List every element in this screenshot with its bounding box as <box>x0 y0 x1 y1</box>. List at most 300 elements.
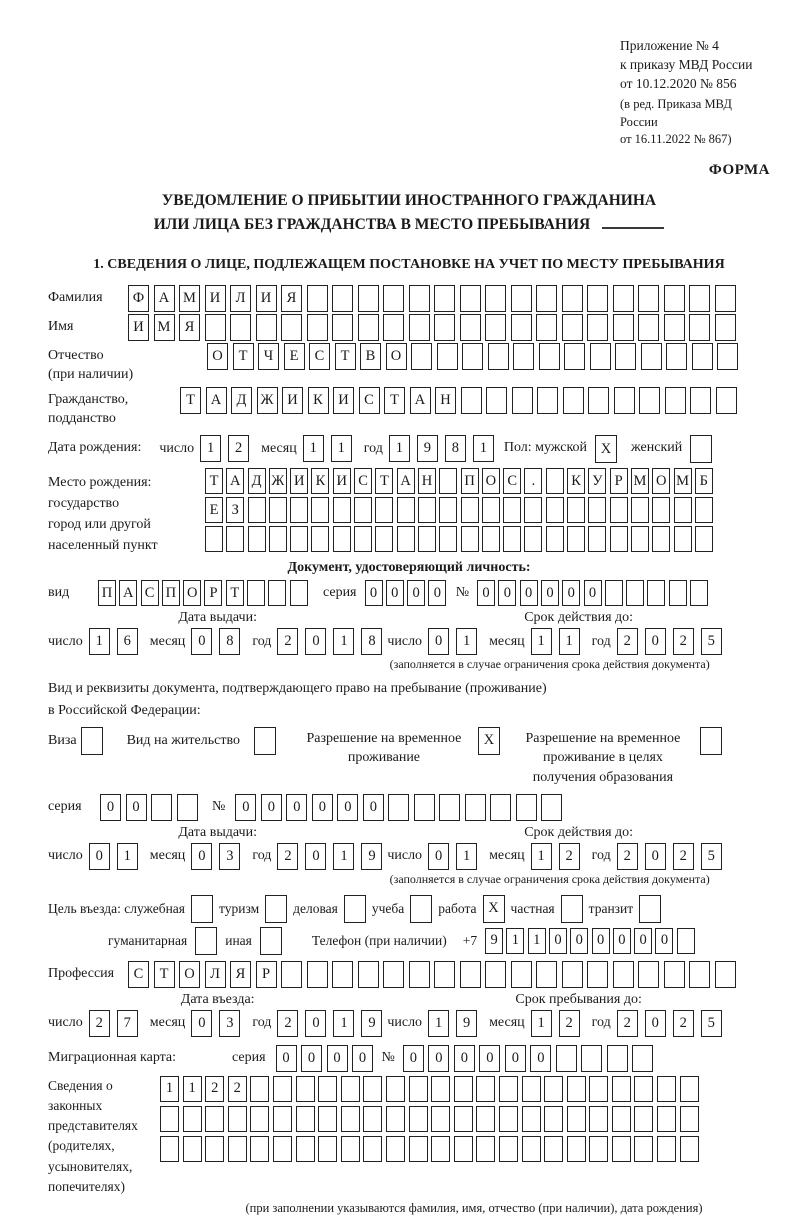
char-box: 1 <box>333 843 354 870</box>
char-box <box>539 343 560 370</box>
doc-dates-block <box>48 610 770 672</box>
char-box <box>410 895 432 923</box>
char-box: 0 <box>530 1045 551 1072</box>
entry-dates-block <box>48 992 770 1037</box>
char-box <box>273 1106 292 1132</box>
char-box <box>358 285 379 312</box>
char-box <box>614 387 635 414</box>
birth-date-group: число 1 2 месяц 1 1 год 1 9 8 1 <box>159 435 493 462</box>
char-box <box>664 314 685 341</box>
char-box <box>488 343 509 370</box>
char-box: Л <box>205 961 226 988</box>
char-box <box>363 1106 382 1132</box>
char-box: 0 <box>301 1045 322 1072</box>
char-box <box>562 961 583 988</box>
char-box <box>439 526 457 552</box>
char-box: 0 <box>305 843 326 870</box>
entry-date-heading: Дата въезда: <box>180 991 255 1007</box>
char-box <box>439 794 460 821</box>
char-box: 0 <box>261 794 282 821</box>
purpose-row-2 <box>48 927 770 955</box>
phone-label: Телефон (при наличии) <box>311 932 447 948</box>
permit-issue-year-boxes <box>277 843 382 870</box>
char-box: 1 <box>117 843 138 870</box>
char-box: О <box>183 580 201 606</box>
char-box <box>567 526 585 552</box>
entry-date-group: число 2 7 месяц 0 3 год 2 0 1 9 <box>48 1010 382 1037</box>
birth-month-boxes <box>303 435 352 462</box>
profession-row <box>48 961 770 988</box>
char-box: Р <box>204 580 222 606</box>
birthplace-label: Место рождения: государство город или другой населенный пункт <box>48 475 158 554</box>
char-box: С <box>309 343 330 370</box>
char-box <box>639 895 661 923</box>
guardians-boxes-2 <box>160 1106 702 1132</box>
char-box <box>607 1045 628 1072</box>
purpose-transit-checkbox <box>639 895 661 923</box>
char-box: 1 <box>531 1010 552 1037</box>
purpose-business-checkbox <box>344 895 366 923</box>
char-box <box>230 314 251 341</box>
char-box: 2 <box>617 843 638 870</box>
permit-exp-month-boxes <box>531 843 580 870</box>
char-box: 9 <box>485 928 503 954</box>
char-box <box>511 285 532 312</box>
appendix-line: к приказу МВД России <box>620 57 753 73</box>
purpose-humanitarian-label: гуманитарная <box>108 932 188 948</box>
char-box: Т <box>335 343 356 370</box>
purpose-work-label: работа <box>438 900 477 916</box>
birthplace-boxes-1 <box>205 468 716 494</box>
validity-note: (заполняется в случае ограничения срока действия документа) <box>389 657 710 672</box>
doc-issue-year-boxes <box>277 628 382 655</box>
appendix-revision-note: (в ред. Приказа МВД России от 16.11.2022 № 867) <box>620 97 732 146</box>
char-box <box>386 1106 405 1132</box>
char-box: О <box>482 468 500 494</box>
char-box <box>268 580 286 606</box>
permit-valid-until-heading: Срок действия до: <box>524 824 634 840</box>
purpose-private-label: частная <box>510 900 555 916</box>
char-box <box>461 526 479 552</box>
char-box: Р <box>256 961 277 988</box>
patronymic-row <box>48 343 770 385</box>
char-box <box>486 387 507 414</box>
stay-year-boxes <box>617 1010 722 1037</box>
char-box: 0 <box>549 928 567 954</box>
char-box <box>354 497 372 523</box>
char-box: Т <box>180 387 201 414</box>
char-box: 0 <box>386 580 404 606</box>
char-box: 0 <box>276 1045 297 1072</box>
char-box: 0 <box>428 1045 449 1072</box>
name-label: Имя <box>48 319 74 335</box>
doc-number-label: № <box>455 585 470 601</box>
sex-male-label: Пол: мужской <box>503 440 588 456</box>
char-box <box>700 727 722 755</box>
migcard-series-label: серия <box>232 1049 266 1065</box>
entry-purpose-row <box>48 895 770 923</box>
char-box <box>522 1076 541 1102</box>
char-box <box>647 580 665 606</box>
char-box: И <box>333 387 354 414</box>
doc-issue-date-group: число 1 6 месяц 0 8 год 2 0 1 8 <box>48 628 382 655</box>
doc-series-label: серия <box>322 585 357 601</box>
char-box: 2 <box>559 843 580 870</box>
doc-type-row <box>48 580 770 606</box>
char-box <box>561 895 583 923</box>
sex-male-checkbox <box>595 435 617 463</box>
char-box <box>409 961 430 988</box>
title-line-2: ИЛИ ЛИЦА БЕЗ ГРАЖДАНСТВА В МЕСТО ПРЕБЫВАНИЯ <box>48 213 770 237</box>
char-box <box>341 1106 360 1132</box>
char-box <box>546 526 564 552</box>
char-box: С <box>128 961 149 988</box>
permit-issue-date-group: число 0 1 месяц 0 3 год 2 0 1 9 <box>48 843 382 870</box>
char-box: 0 <box>89 843 110 870</box>
char-box: 0 <box>191 628 212 655</box>
char-box: 1 <box>559 628 580 655</box>
phone-boxes <box>485 928 698 954</box>
patronymic-boxes <box>207 343 743 370</box>
sex-female-label: женский <box>631 440 683 456</box>
char-box <box>541 794 562 821</box>
char-box: А <box>206 387 227 414</box>
char-box: 1 <box>333 628 354 655</box>
char-box <box>363 1136 382 1162</box>
char-box <box>462 343 483 370</box>
purpose-official-label: Цель въезда: служебная <box>48 900 185 916</box>
char-box <box>690 435 712 463</box>
char-box <box>434 285 455 312</box>
char-box <box>333 526 351 552</box>
char-box <box>281 961 302 988</box>
permit-dates-block <box>48 825 770 887</box>
char-box: 2 <box>673 1010 694 1037</box>
char-box <box>536 961 557 988</box>
temp-permit-checkbox <box>478 727 500 755</box>
char-box <box>205 1106 224 1132</box>
char-box: А <box>119 580 137 606</box>
char-box <box>674 497 692 523</box>
char-box <box>332 314 353 341</box>
stay-day-boxes <box>428 1010 477 1037</box>
char-box <box>522 1136 541 1162</box>
char-box: 2 <box>228 435 249 462</box>
char-box: 0 <box>191 1010 212 1037</box>
char-box <box>612 1136 631 1162</box>
char-box <box>605 580 623 606</box>
char-box <box>612 1106 631 1132</box>
char-box <box>587 285 608 312</box>
char-box: А <box>154 285 175 312</box>
char-box <box>490 794 511 821</box>
char-box <box>615 343 636 370</box>
char-box <box>499 1136 518 1162</box>
char-box: И <box>128 314 149 341</box>
char-box <box>195 927 217 955</box>
char-box: 1 <box>303 435 324 462</box>
char-box: 0 <box>407 580 425 606</box>
char-box <box>409 1106 428 1132</box>
sex-female-checkbox <box>690 435 712 463</box>
guardians-boxes-1 <box>160 1076 702 1102</box>
char-box <box>454 1136 473 1162</box>
temp-permit-label: Разрешение на временное проживание <box>306 730 462 766</box>
char-box <box>341 1076 360 1102</box>
char-box <box>290 580 308 606</box>
char-box: И <box>333 468 351 494</box>
char-box <box>589 1076 608 1102</box>
char-box: 3 <box>219 1010 240 1037</box>
char-box <box>657 1106 676 1132</box>
char-box: М <box>631 468 649 494</box>
char-box <box>680 1106 699 1132</box>
char-box: Я <box>281 285 302 312</box>
char-box: 0 <box>286 794 307 821</box>
char-box: Т <box>205 468 223 494</box>
visa-checkbox <box>81 727 103 755</box>
char-box <box>567 497 585 523</box>
char-box <box>431 1076 450 1102</box>
permit-exp-day-boxes <box>428 843 477 870</box>
citizenship-row <box>48 387 770 433</box>
char-box <box>634 1106 653 1132</box>
char-box <box>81 727 103 755</box>
char-box: 2 <box>228 1076 247 1102</box>
char-box: 0 <box>337 794 358 821</box>
surname-label: Фамилия <box>48 290 103 306</box>
char-box: К <box>567 468 585 494</box>
birth-day-boxes <box>200 435 249 462</box>
char-box <box>273 1136 292 1162</box>
stay-month-boxes <box>531 1010 580 1037</box>
char-box <box>567 1076 586 1102</box>
char-box: П <box>461 468 479 494</box>
char-box <box>363 1076 382 1102</box>
char-box <box>461 497 479 523</box>
char-box <box>248 497 266 523</box>
char-box <box>522 1106 541 1132</box>
char-box: Ж <box>257 387 278 414</box>
char-box <box>460 314 481 341</box>
patronymic-label: Отчество (при наличии) <box>48 348 134 383</box>
char-box <box>674 526 692 552</box>
char-box <box>634 1076 653 1102</box>
char-box: И <box>205 285 226 312</box>
char-box <box>296 1106 315 1132</box>
char-box <box>318 1106 337 1132</box>
char-box <box>482 497 500 523</box>
char-box <box>589 1106 608 1132</box>
char-box <box>485 961 506 988</box>
char-box: В <box>360 343 381 370</box>
char-box <box>610 526 628 552</box>
char-box: 1 <box>531 843 552 870</box>
char-box: 0 <box>592 928 610 954</box>
char-box: 5 <box>701 843 722 870</box>
char-box <box>556 1045 577 1072</box>
permit-number-boxes <box>235 794 567 821</box>
char-box: 0 <box>126 794 147 821</box>
char-box <box>516 794 537 821</box>
purpose-other-label: иная <box>225 932 252 948</box>
purpose-work-checkbox <box>483 895 505 923</box>
char-box <box>383 961 404 988</box>
char-box: 1 <box>200 435 221 462</box>
char-box: И <box>290 468 308 494</box>
char-box <box>482 526 500 552</box>
char-box <box>375 497 393 523</box>
entry-day-boxes <box>89 1010 138 1037</box>
char-box <box>437 343 458 370</box>
char-box <box>411 343 432 370</box>
char-box <box>689 314 710 341</box>
char-box <box>205 314 226 341</box>
char-box: 1 <box>331 435 352 462</box>
char-box: 0 <box>584 580 602 606</box>
char-box <box>265 895 287 923</box>
char-box <box>715 314 736 341</box>
char-box <box>454 1076 473 1102</box>
char-box <box>461 387 482 414</box>
char-box <box>476 1106 495 1132</box>
char-box: О <box>179 961 200 988</box>
char-box <box>269 497 287 523</box>
char-box: 0 <box>520 580 538 606</box>
char-box <box>177 794 198 821</box>
permit-valid-until-group: число 0 1 месяц 1 2 год 2 0 2 5 <box>387 843 721 870</box>
char-box: 1 <box>506 928 524 954</box>
char-box: 2 <box>89 1010 110 1037</box>
char-box: П <box>162 580 180 606</box>
char-box: 0 <box>428 580 446 606</box>
char-box <box>563 387 584 414</box>
char-box: 6 <box>117 628 138 655</box>
char-box: У <box>588 468 606 494</box>
citizenship-boxes <box>180 387 741 414</box>
char-box <box>290 497 308 523</box>
char-box <box>414 794 435 821</box>
char-box <box>610 497 628 523</box>
char-box <box>717 343 738 370</box>
char-box: 0 <box>327 1045 348 1072</box>
char-box <box>715 961 736 988</box>
migcard-number-boxes <box>403 1045 658 1072</box>
char-box <box>307 961 328 988</box>
char-box <box>205 526 223 552</box>
char-box <box>613 285 634 312</box>
stay-until-heading: Срок пребывания до: <box>515 991 642 1007</box>
char-box: 2 <box>277 1010 298 1037</box>
birth-year-boxes <box>389 435 494 462</box>
char-box: Т <box>154 961 175 988</box>
residence-doc-paragraph: Вид и реквизиты документа, подтверждающего право на пребывание (проживание) в Российской Федерации: <box>48 681 547 719</box>
char-box <box>692 343 713 370</box>
char-box <box>247 580 265 606</box>
char-box <box>439 468 457 494</box>
char-box: 0 <box>428 628 449 655</box>
char-box: 1 <box>183 1076 202 1102</box>
char-box <box>354 526 372 552</box>
char-box: А <box>410 387 431 414</box>
char-box: 0 <box>498 580 516 606</box>
entry-year-boxes <box>277 1010 382 1037</box>
char-box: 0 <box>191 843 212 870</box>
char-box <box>626 580 644 606</box>
char-box: 0 <box>428 843 449 870</box>
char-box: К <box>311 468 329 494</box>
edu-permit-label: Разрешение на временное проживание в целях получения образования <box>525 730 681 785</box>
char-box: 0 <box>365 580 383 606</box>
char-box <box>409 314 430 341</box>
char-box: Т <box>375 468 393 494</box>
char-box: Ф <box>128 285 149 312</box>
char-box <box>652 497 670 523</box>
char-box <box>613 961 634 988</box>
char-box: 1 <box>160 1076 179 1102</box>
char-box <box>183 1136 202 1162</box>
char-box: 8 <box>361 628 382 655</box>
char-box <box>332 285 353 312</box>
phone-prefix: +7 <box>462 932 478 948</box>
char-box <box>358 961 379 988</box>
char-box <box>454 1106 473 1132</box>
purpose-business-label: деловая <box>293 900 338 916</box>
title-line-1: УВЕДОМЛЕНИЕ О ПРИБЫТИИ ИНОСТРАННОГО ГРАЖДАНИНА <box>161 192 657 210</box>
char-box <box>564 343 585 370</box>
char-box <box>434 961 455 988</box>
char-box: Ж <box>269 468 287 494</box>
edu-permit-checkbox <box>700 727 722 755</box>
char-box: Ч <box>258 343 279 370</box>
char-box: Т <box>233 343 254 370</box>
migcard-series-boxes <box>276 1045 378 1072</box>
char-box: Т <box>384 387 405 414</box>
birth-date-label: Дата рождения: <box>48 440 142 456</box>
char-box <box>281 314 302 341</box>
citizenship-label: Гражданство, подданство <box>48 392 129 426</box>
char-box <box>344 895 366 923</box>
char-box: 1 <box>456 843 477 870</box>
doc-exp-year-boxes <box>617 628 722 655</box>
char-box <box>151 794 172 821</box>
char-box <box>634 1136 653 1162</box>
appendix-block <box>620 36 770 148</box>
doc-issue-month-boxes <box>191 628 240 655</box>
char-box: Д <box>248 468 266 494</box>
char-box <box>388 794 409 821</box>
char-box <box>536 314 557 341</box>
char-box <box>485 285 506 312</box>
char-box <box>544 1106 563 1132</box>
char-box <box>511 961 532 988</box>
char-box <box>666 343 687 370</box>
char-box <box>296 1136 315 1162</box>
char-box: 0 <box>352 1045 373 1072</box>
char-box: 0 <box>505 1045 526 1072</box>
char-box: С <box>354 468 372 494</box>
char-box <box>590 343 611 370</box>
char-box: 1 <box>531 628 552 655</box>
char-box: 0 <box>403 1045 424 1072</box>
char-box <box>311 497 329 523</box>
char-box <box>397 497 415 523</box>
char-box <box>191 895 213 923</box>
doc-issue-day-boxes <box>89 628 138 655</box>
char-box <box>524 497 542 523</box>
char-box <box>581 1045 602 1072</box>
birthplace-block <box>48 468 770 556</box>
